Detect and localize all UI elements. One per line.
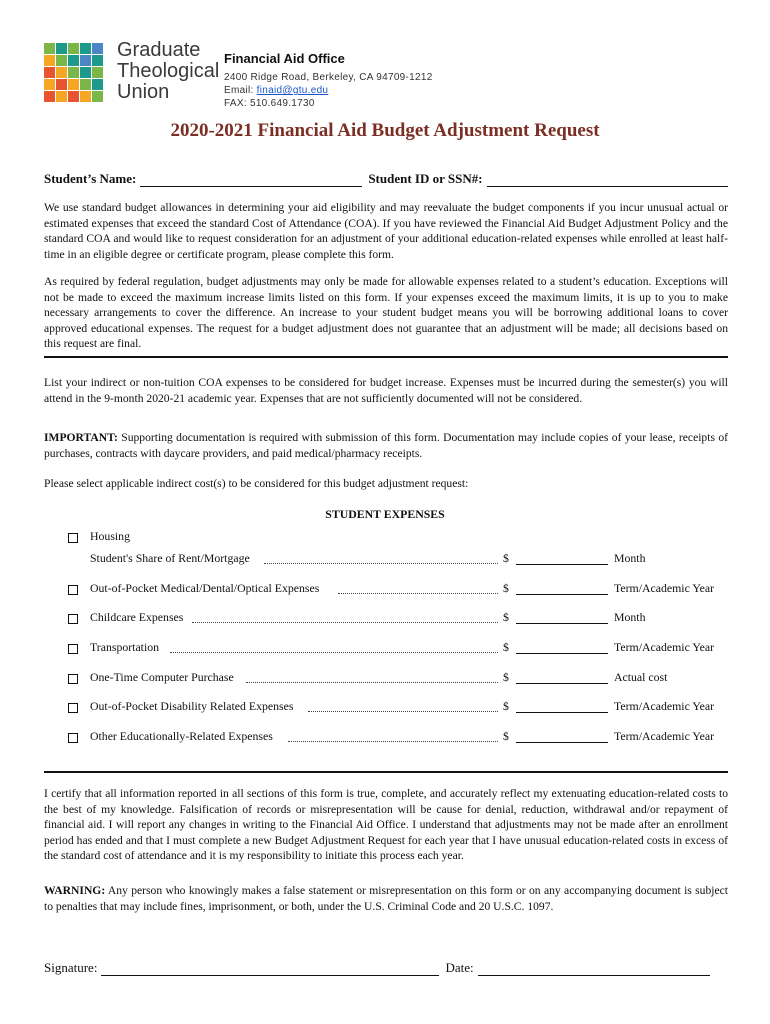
intro-paragraph-1: We use standard budget allowances in determining your aid eligibility and may reevaluate the budget components if you incur unusual actual or estimated expenses that exceed the standard Cost of Attendance (COA). If you have reviewed the Financial Aid Budget Adjustment Policy and the standard COA and would like to request consideration for an adjustment of your additional education-related expenses while enrolled at least half-time in an eligible degree or certificate program, please complete this form. — [44, 201, 728, 261]
student-name-field[interactable] — [140, 173, 362, 187]
expense-checkbox[interactable] — [68, 733, 78, 743]
signature-label: Signature: — [44, 960, 98, 975]
expense-checkbox[interactable] — [68, 614, 78, 624]
section-divider — [44, 356, 728, 358]
expense-period: Actual cost — [614, 670, 668, 684]
expense-label: Childcare Expenses — [90, 610, 184, 624]
expense-period: Month — [614, 610, 646, 624]
warning-text: Any person who knowingly makes a false statement or misrepresentation on this form or on any accompanying document is subject to penalties that may include fines, imprisonment, or both, under the U.S. Criminal Code and 20 U.S.C. 1097. — [44, 884, 728, 913]
office-name: Financial Aid Office — [224, 51, 345, 66]
leader-dots — [192, 622, 498, 623]
student-name-label: Student’s Name: — [44, 171, 137, 186]
amount-field[interactable] — [516, 564, 608, 565]
leader-dots — [264, 563, 498, 564]
housing-label: Housing — [90, 529, 130, 543]
list-instructions: List your indirect or non-tuition COA expenses to be considered for budget increase. Expenses must be incurred during the semester(s) you will attend in the 9-month 2020-21 academic year. Expenses that are not sufficiently documented will not be considered. — [44, 376, 728, 405]
dollar-sign: $ — [503, 699, 509, 713]
section-divider — [44, 771, 728, 773]
student-id-label: Student ID or SSN#: — [368, 171, 483, 186]
email-label: Email: — [224, 85, 257, 96]
date-label: Date: — [445, 960, 474, 975]
amount-field[interactable] — [516, 742, 608, 743]
expense-checkbox[interactable] — [68, 644, 78, 654]
amount-field[interactable] — [516, 683, 608, 684]
amount-field[interactable] — [516, 653, 608, 654]
date-field[interactable] — [478, 962, 710, 976]
logo-line: Graduate — [117, 39, 201, 61]
logo-wordmark — [117, 40, 222, 103]
expenses-heading: STUDENT EXPENSES — [325, 507, 445, 521]
dollar-sign: $ — [503, 729, 509, 743]
dollar-sign: $ — [503, 670, 509, 684]
expense-period: Term/Academic Year — [614, 640, 715, 654]
student-id-row — [44, 171, 728, 187]
leader-dots — [308, 711, 498, 712]
email-link[interactable]: finaid@gtu.edu — [256, 85, 329, 96]
leader-dots — [288, 741, 498, 742]
intro-paragraph-2: As required by federal regulation, budget adjustments may only be made for allowable expenses related to a student’s education. Exceptions will not be made to exceed the maximum increase limits listed on this form. If your expenses exceed the maximum limits, it is up to you to make necessary arrangements to cover the difference. An increase to your student budget means you will be borrowing additional loans to cover approved educational expenses. The request for a budget adjustment does not guarantee that an adjustment will be made; all decisions based on this request are final. — [44, 275, 728, 351]
expense-label: Other Educationally-Related Expenses — [90, 729, 273, 743]
expense-period: Term/Academic Year — [614, 729, 715, 743]
dollar-sign: $ — [503, 610, 509, 624]
logo-line: Theological — [117, 60, 220, 82]
amount-field[interactable] — [516, 623, 608, 624]
office-address: 2400 Ridge Road, Berkeley, CA 94709-1212 — [224, 72, 433, 83]
signature-row — [44, 960, 728, 976]
gtu-logo-icon — [44, 43, 104, 103]
expense-period: Month — [614, 551, 646, 565]
amount-field[interactable] — [516, 712, 608, 713]
office-info — [224, 51, 433, 110]
signature-field[interactable] — [101, 962, 439, 976]
warning-note — [44, 883, 728, 914]
expense-label: Transportation — [90, 640, 160, 654]
select-instructions: Please select applicable indirect cost(s) to be considered for this budget adjustment request: — [44, 477, 469, 490]
expense-label: Out-of-Pocket Medical/Dental/Optical Expenses — [90, 581, 320, 595]
expense-checkbox[interactable] — [68, 703, 78, 713]
important-note — [44, 430, 728, 461]
leader-dots — [246, 682, 498, 683]
expense-label: Out-of-Pocket Disability Related Expenses — [90, 699, 294, 713]
expense-checkbox[interactable] — [68, 674, 78, 684]
expense-period: Term/Academic Year — [614, 581, 715, 595]
expense-label: Student's Share of Rent/Mortgage — [90, 551, 250, 565]
expense-label: One-Time Computer Purchase — [90, 670, 234, 684]
office-email-line — [224, 84, 433, 97]
logo-line: Union — [117, 81, 170, 103]
dollar-sign: $ — [503, 640, 509, 654]
important-label: IMPORTANT: — [44, 431, 118, 444]
expense-period: Term/Academic Year — [614, 699, 715, 713]
page-title: 2020-2021 Financial Aid Budget Adjustment Request — [170, 120, 600, 141]
important-text: Supporting documentation is required with submission of this form. Documentation may include copies of your lease, receipts of purchases, contracts with daycare providers, and paid medical/pharmacy receipts. — [44, 431, 728, 460]
dollar-sign: $ — [503, 581, 509, 595]
amount-field[interactable] — [516, 594, 608, 595]
leader-dots — [170, 652, 498, 653]
dollar-sign: $ — [503, 551, 509, 565]
office-fax: FAX: 510.649.1730 — [224, 98, 315, 109]
leader-dots — [338, 593, 498, 594]
housing-checkbox[interactable] — [68, 533, 78, 543]
expense-checkbox[interactable] — [68, 585, 78, 595]
student-id-field[interactable] — [487, 173, 728, 187]
warning-label: WARNING: — [44, 884, 106, 897]
certification-text: I certify that all information reported in all sections of this form is true, complete, and accurately reflect my extenuating education-related costs to the best of my knowledge. Falsification of records or misrepresentation will be cause for denial, reduction, withdrawal and/or repayment of financial aid. I will report any changes in writing to the Financial Aid Office. I understand that adjustments may not be made after an enrollment period has ended and that I must complete a new Budget Adjustment Request for each year that I have unusual education-related costs in excess of the standard cost of attendance and it is my responsibility to initiate this process each year. — [44, 787, 728, 863]
